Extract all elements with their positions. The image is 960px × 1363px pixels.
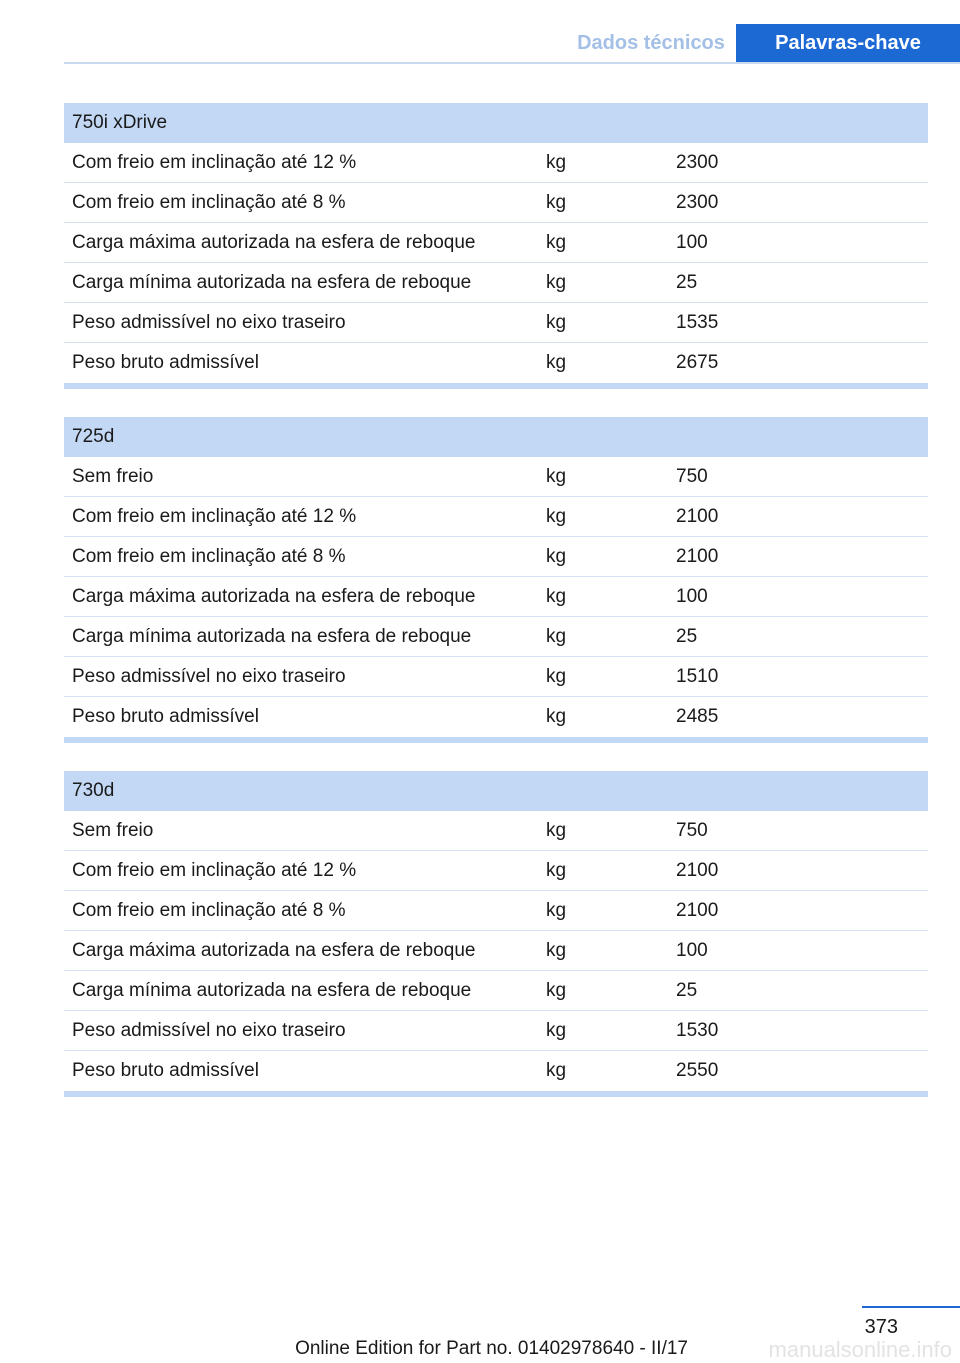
row-label: Com freio em inclinação até 12 % [72,506,357,527]
table-row [64,457,928,497]
row-unit: kg [546,1020,567,1041]
table-row [64,343,928,383]
row-unit: kg [546,820,567,841]
row-value: 750 [676,466,708,487]
tab-palavras-chave[interactable]: Palavras-chave [736,24,960,62]
row-value: 1510 [676,666,719,687]
row-label: Carga máxima autorizada na esfera de reboque [72,586,476,607]
row-value: 25 [676,980,698,1001]
row-unit: kg [546,506,567,527]
row-unit: kg [546,940,567,961]
row-unit: kg [546,546,567,567]
row-value: 2300 [676,152,719,173]
row-label: Carga mínima autorizada na esfera de reboque [72,626,472,647]
table-row [64,223,928,263]
row-unit: kg [546,1060,567,1081]
row-value: 750 [676,820,708,841]
row-label: Com freio em inclinação até 8 % [72,546,346,567]
row-unit: kg [546,706,567,727]
table-row [64,811,928,851]
row-label: Peso admissível no eixo traseiro [72,666,346,687]
row-value: 25 [676,272,698,293]
row-unit: kg [546,586,567,607]
table-row [64,931,928,971]
table-bottom-rule [64,737,928,743]
tab-dados-tecnicos[interactable]: Dados técnicos [577,32,725,54]
watermark-text: manualsonline.info [768,1337,952,1362]
row-unit: kg [546,312,567,333]
table-row [64,851,928,891]
row-label: Carga mínima autorizada na esfera de reboque [72,980,472,1001]
row-label: Carga mínima autorizada na esfera de reboque [72,272,472,293]
table-row [64,697,928,737]
table-bottom-rule [64,383,928,389]
row-label: Peso bruto admissível [72,706,259,727]
row-value: 2550 [676,1060,719,1081]
row-label: Com freio em inclinação até 12 % [72,860,357,881]
row-value: 100 [676,940,708,961]
row-value: 1530 [676,1020,719,1041]
table-row [64,537,928,577]
row-value: 1535 [676,312,719,333]
page-header [64,24,960,64]
row-value: 2100 [676,506,719,527]
row-value: 100 [676,232,708,253]
table-row [64,303,928,343]
spec-table-725d [64,417,928,743]
row-label: Peso admissível no eixo traseiro [72,1020,346,1041]
row-unit: kg [546,272,567,293]
row-unit: kg [546,152,567,173]
table-title: 750i xDrive [64,103,928,143]
edition-text: Online Edition for Part no. 01402978640 - II/17 [295,1338,688,1359]
table-title: 725d [64,417,928,457]
spec-table-750i-xdrive [64,103,928,389]
row-unit: kg [546,626,567,647]
table-row [64,577,928,617]
row-label: Sem freio [72,820,154,841]
row-label: Peso admissível no eixo traseiro [72,312,346,333]
spec-table-730d [64,771,928,1097]
row-label: Carga máxima autorizada na esfera de reboque [72,232,476,253]
page-number: 373 [864,1316,898,1338]
row-label: Peso bruto admissível [72,1060,259,1081]
row-unit: kg [546,232,567,253]
row-unit: kg [546,192,567,213]
row-label: Sem freio [72,466,154,487]
row-label: Com freio em inclinação até 8 % [72,192,346,213]
row-value: 2485 [676,706,719,727]
table-row [64,143,928,183]
row-value: 2100 [676,546,719,567]
table-row [64,891,928,931]
table-row [64,183,928,223]
row-unit: kg [546,666,567,687]
row-unit: kg [546,980,567,1001]
table-row [64,1011,928,1051]
table-row [64,1051,928,1091]
row-unit: kg [546,466,567,487]
row-unit: kg [546,900,567,921]
footer-rule [862,1306,960,1308]
row-unit: kg [546,352,567,373]
table-title: 730d [64,771,928,811]
row-value: 25 [676,626,698,647]
row-value: 2100 [676,900,719,921]
table-row [64,657,928,697]
row-label: Com freio em inclinação até 12 % [72,152,357,173]
row-value: 2100 [676,860,719,881]
row-value: 100 [676,586,708,607]
row-unit: kg [546,860,567,881]
row-label: Carga máxima autorizada na esfera de reboque [72,940,476,961]
table-bottom-rule [64,1091,928,1097]
table-row [64,971,928,1011]
row-label: Peso bruto admissível [72,352,259,373]
row-value: 2300 [676,192,719,213]
table-row [64,263,928,303]
table-row [64,497,928,537]
row-value: 2675 [676,352,719,373]
table-row [64,617,928,657]
row-label: Com freio em inclinação até 8 % [72,900,346,921]
